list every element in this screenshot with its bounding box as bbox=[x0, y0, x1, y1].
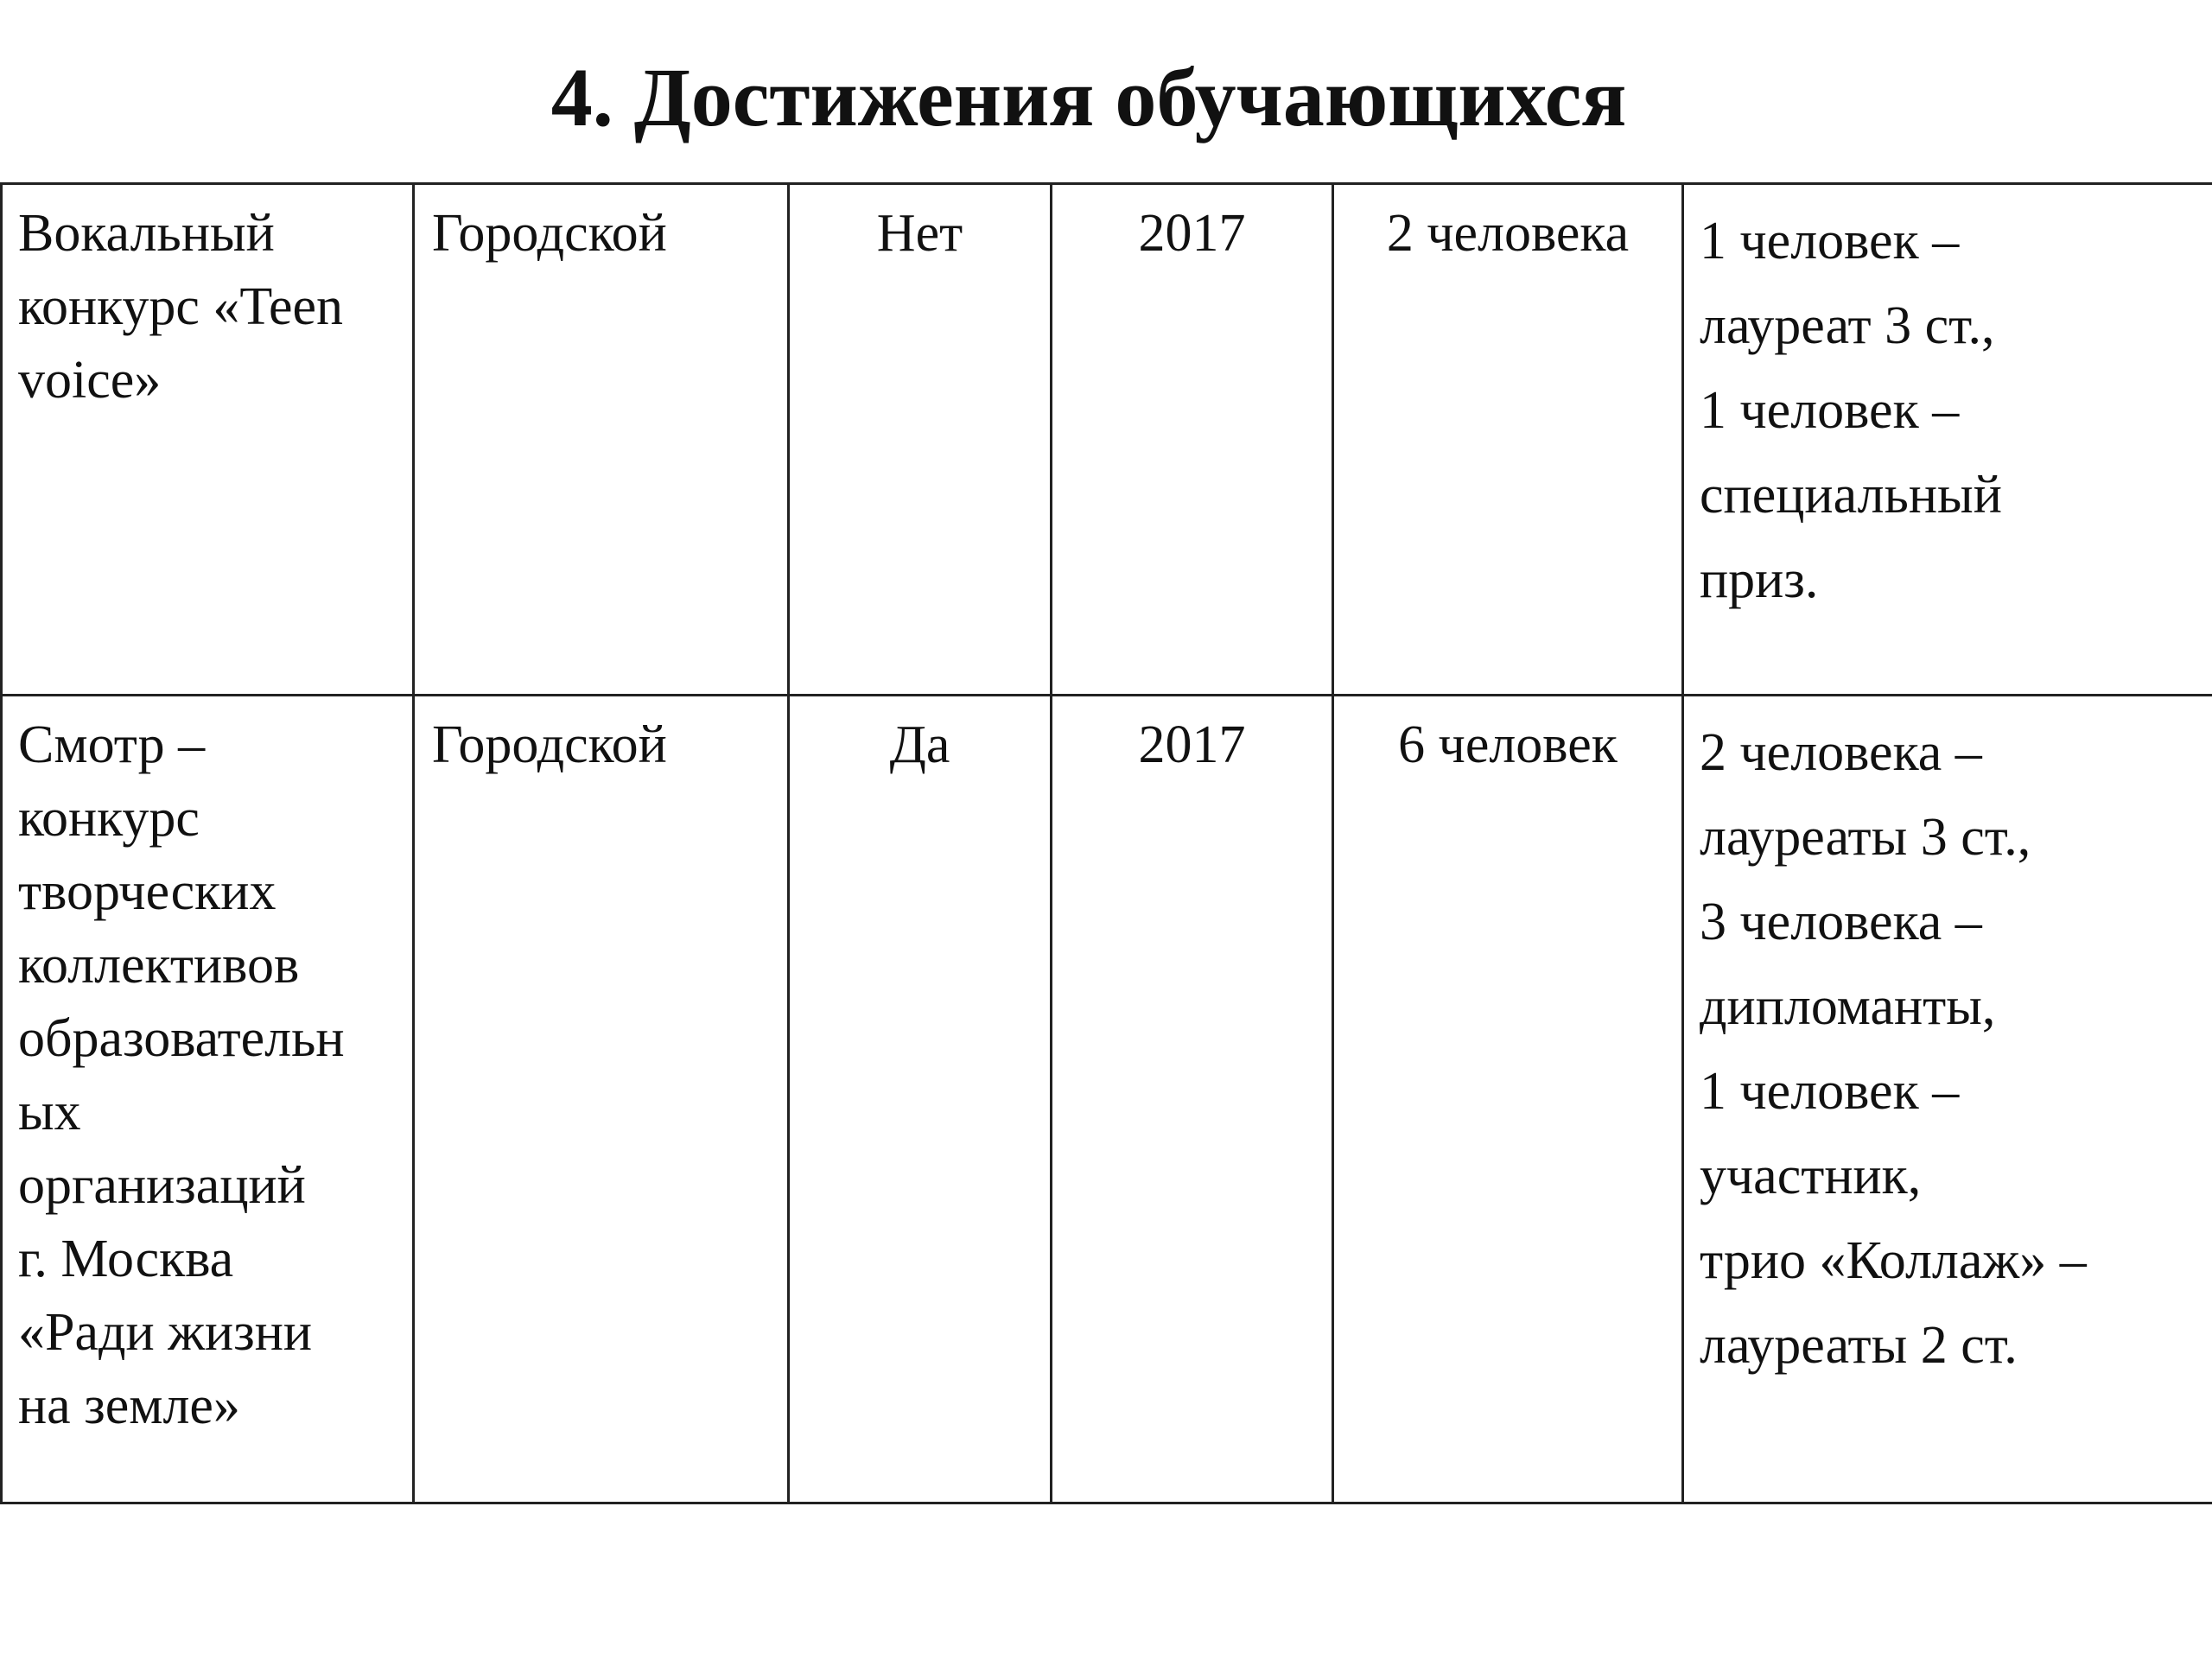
contest-name-line: образовательн bbox=[18, 1009, 345, 1068]
contest-name-line: Смотр – bbox=[18, 715, 206, 774]
result-line: лауреат 3 ст., bbox=[1700, 296, 1995, 355]
contest-name-line: организаций bbox=[18, 1156, 306, 1215]
result-line: 1 человек – bbox=[1700, 381, 1960, 440]
contest-name-line: voice» bbox=[18, 351, 162, 410]
contest-year-cell: 2017 bbox=[1052, 696, 1333, 1503]
achievements-table bbox=[0, 182, 2212, 1504]
table-row bbox=[2, 696, 2212, 1503]
contest-year-cell: 2017 bbox=[1052, 184, 1333, 696]
result-line: 1 человек – bbox=[1700, 1062, 1960, 1121]
result-line: 1 человек – bbox=[1700, 212, 1960, 270]
table-row bbox=[2, 184, 2212, 696]
contest-level-cell: Городской bbox=[414, 696, 789, 1503]
result-line: участник, bbox=[1700, 1147, 1922, 1205]
contest-name-line: ых bbox=[18, 1083, 81, 1141]
contest-name-line: «Ради жизни bbox=[18, 1303, 313, 1362]
participants-cell: 6 человек bbox=[1333, 696, 1683, 1503]
results-cell bbox=[1683, 184, 2212, 696]
contest-flag-cell: Да bbox=[789, 696, 1052, 1503]
contest-name-line: творческих bbox=[18, 862, 276, 921]
results-cell bbox=[1683, 696, 2212, 1503]
participants-cell: 2 человека bbox=[1333, 184, 1683, 696]
contest-flag-cell: Нет bbox=[789, 184, 1052, 696]
result-line: специальный bbox=[1700, 466, 2002, 524]
contest-name-line: г. Москва bbox=[18, 1230, 234, 1288]
page-title: 4. Достижения обучающихся bbox=[550, 51, 1627, 143]
result-line: приз. bbox=[1700, 550, 1819, 609]
result-line: лауреаты 2 ст. bbox=[1700, 1316, 2018, 1375]
contest-name-cell bbox=[2, 696, 414, 1503]
result-line: 2 человека – bbox=[1700, 723, 1982, 782]
result-line: 3 человека – bbox=[1700, 893, 1982, 951]
contest-name-cell bbox=[2, 184, 414, 696]
contest-name-line: Вокальный bbox=[18, 204, 275, 263]
contest-name-line: на земле» bbox=[18, 1376, 240, 1435]
result-line: лауреаты 3 ст., bbox=[1700, 808, 2031, 867]
contest-level-cell: Городской bbox=[414, 184, 789, 696]
result-line: трио «Коллаж» – bbox=[1700, 1231, 2087, 1290]
contest-name-line: конкурс «Teen bbox=[18, 277, 343, 336]
contest-name-line: конкурс bbox=[18, 789, 200, 848]
result-line: дипломанты, bbox=[1700, 977, 1996, 1036]
contest-name-line: коллективов bbox=[18, 936, 300, 995]
